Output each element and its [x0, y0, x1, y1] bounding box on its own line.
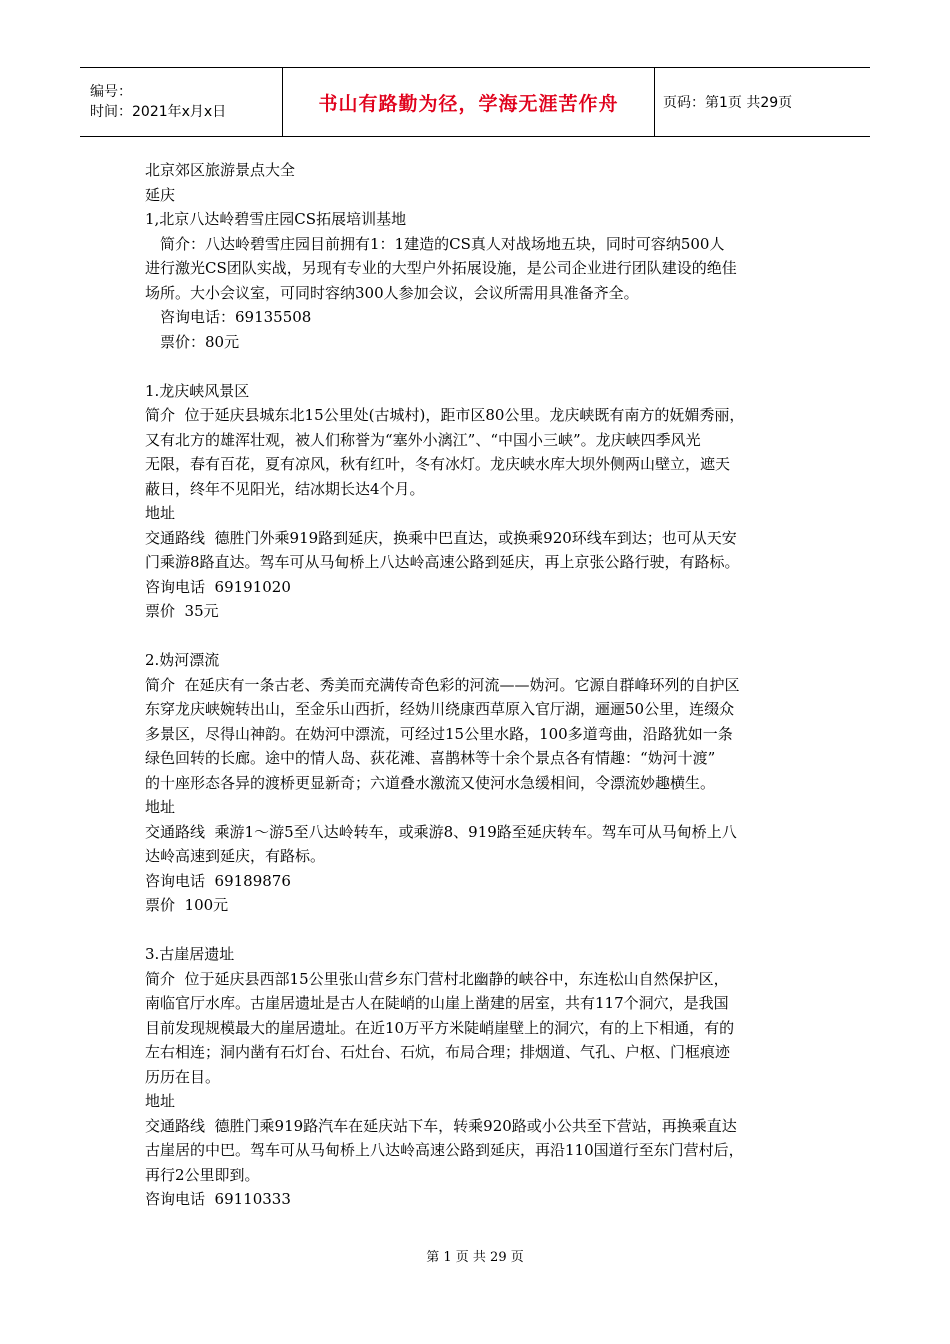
section-title: 3.古崖居遗址: [145, 945, 235, 963]
intro-line: 简介 在延庆有一条古老、秀美而充满传奇色彩的河流——妫河。它源自群峰环列的自护区: [145, 675, 740, 694]
route-line: 达岭高速到延庆，有路标。: [145, 847, 326, 865]
intro-line: 多景区，尽得山神韵。在妫河中漂流，可经过15公里水路，100多道弯曲，沿路犹如一条: [145, 724, 733, 743]
phone-line: 咨询电话 69189876: [145, 871, 291, 890]
price-line: 票价 35元: [145, 602, 219, 620]
document-time-label: 时间：2021年x月x日: [90, 104, 227, 120]
intro-line: 南临官厅水库。古崖居遗址是古人在陡峭的山崖上凿建的居室，共有117个洞穴，是我国: [145, 994, 729, 1012]
document-title: 北京郊区旅游景点大全: [145, 161, 296, 179]
address-line: 地址: [145, 504, 176, 522]
region-heading: 延庆: [145, 185, 176, 204]
header-page-info-cell: [655, 68, 870, 136]
intro-line: 简介 位于延庆县西部15公里张山营乡东门营村北幽静的峡谷中，东连松山自然保护区，: [145, 969, 729, 988]
intro-line: 历历在目。: [145, 1067, 221, 1086]
section-title: 1.龙庆峡风景区: [145, 381, 250, 400]
phone-line: 咨询电话 69191020: [145, 577, 291, 596]
section-title: 2.妫河漂流: [145, 651, 220, 669]
intro-line: 场所。大小会议室，可同时容纳300人参加会议，会议所需用具准备齐全。: [145, 283, 639, 302]
footer-page-number: 第 1 页 共 29 页: [426, 1250, 524, 1265]
route-line: 交通路线 德胜门乘919路汽车在延庆站下车，转乘920路或小公共至下营站，再换乘直达: [145, 1116, 737, 1135]
header-meta: [80, 68, 282, 136]
intro-line: 左右相连；洞内凿有石灯台、石灶台、石炕，布局合理；排烟道、气孔、户枢、门框痕迹: [145, 1043, 731, 1061]
intro-line: 无限，春有百花，夏有凉风，秋有红叶，冬有冰灯。龙庆峡水库大坝外侧两山壁立，遮天: [145, 455, 731, 473]
route-line: 古崖居的中巴。驾车可从马甸桥上八达岭高速公路到延庆，再沿110国道行至东门营村后，: [145, 1141, 744, 1159]
header-motto: 书山有路勤为径，学海无涯苦作舟: [318, 92, 619, 115]
spacer: [145, 918, 810, 943]
route-line: 交通路线 德胜门外乘919路到延庆，换乘中巴直达，或换乘920环线车到达；也可从天安: [145, 528, 737, 547]
page-footer: [0, 1246, 950, 1265]
document-number-label: 编号：: [90, 84, 132, 100]
header-page-info: 页码：第1页 共29页: [663, 95, 793, 111]
intro-line: 简介：八达岭碧雪庄园目前拥有1：1建造的CS真人对战场地五块，同时可容纳500人: [160, 234, 725, 253]
intro-line: 简介 位于延庆县城东北15公里处(古城村)，距市区80公里。龙庆峡既有南方的妩媚秀丽，: [145, 406, 745, 424]
section-title: 1,北京八达岭碧雪庄园CS拓展培训基地: [145, 210, 407, 228]
address-line: 地址: [145, 1092, 176, 1110]
document-body: [145, 158, 810, 1212]
page-header: [80, 67, 870, 137]
price-line: 票价：80元: [160, 332, 240, 351]
intro-line: 进行激光CS团队实战，另现有专业的大型户外拓展设施，是公司企业进行团队建设的绝佳: [145, 259, 737, 277]
route-line: 门乘游8路直达。驾车可从马甸桥上八达岭高速公路到延庆，再上京张公路行驶，有路标。: [145, 553, 740, 571]
header-motto-cell: [282, 68, 655, 136]
intro-line: 又有北方的雄浑壮观，被人们称誉为“塞外小漓江”、“中国小三峡”。龙庆峡四季风光: [145, 430, 701, 449]
address-line: 地址: [145, 798, 176, 816]
intro-line: 蔽日，终年不见阳光，结冰期长达4个月。: [145, 479, 425, 498]
spacer: [145, 354, 810, 379]
route-line: 再行2公里即到。: [145, 1165, 260, 1184]
route-line: 交通路线 乘游1～游5至八达岭转车，或乘游8、919路至延庆转车。驾车可从马甸桥上八: [145, 822, 737, 841]
intro-line: 绿色回转的长廊。途中的情人岛、荻花滩、喜鹊林等十余个景点各有情趣：“妫河十渡”: [145, 749, 716, 767]
price-line: 票价 100元: [145, 896, 229, 914]
phone-line: 咨询电话：69135508: [160, 308, 312, 326]
intro-line: 目前发现规模最大的崖居遗址。在近10万平方米陡峭崖壁上的洞穴，有的上下相通，有的: [145, 1018, 735, 1037]
intro-line: 的十座形态各异的渡桥更显新奇；六道叠水激流又使河水急缓相间，令漂流妙趣横生。: [145, 773, 716, 792]
intro-line: 东穿龙庆峡婉转出山，至金乐山西折，经妫川绕康西草原入官厅湖，逦逦50公里，连缀众: [145, 700, 735, 718]
phone-line: 咨询电话 69110333: [145, 1190, 291, 1208]
spacer: [145, 624, 810, 649]
